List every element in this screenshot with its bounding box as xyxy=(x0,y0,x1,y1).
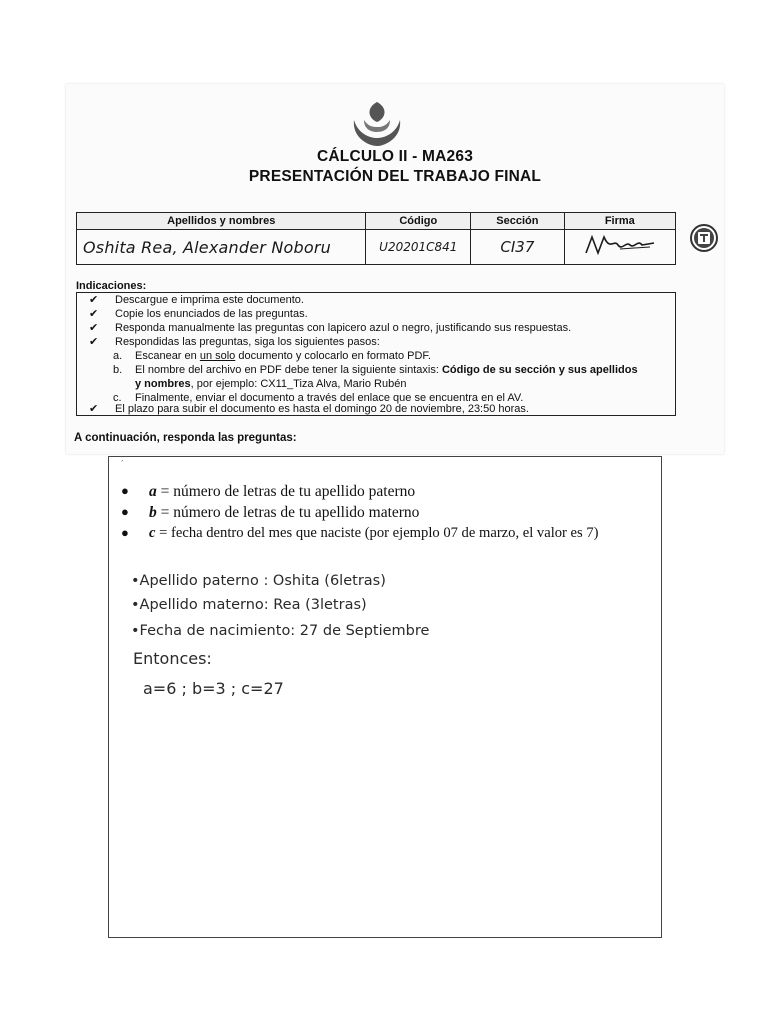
student-name: Oshita Rea, Alexander Noboru xyxy=(77,230,366,265)
student-info-table xyxy=(76,212,676,265)
bullet-icon: ● xyxy=(121,525,129,540)
document-title: PRESENTACIÓN DEL TRABAJO FINAL xyxy=(248,168,542,185)
student-code: U20201C841 xyxy=(366,230,471,265)
course-title: CÁLCULO II - MA263 xyxy=(316,148,474,165)
university-logo-icon xyxy=(344,98,410,148)
header-code: Código xyxy=(366,213,471,230)
bullet-icon: ● xyxy=(121,504,129,519)
document-header-sheet xyxy=(66,84,724,454)
continue-instruction: A continuación, responda las preguntas: xyxy=(74,432,297,444)
student-section: CI37 xyxy=(471,230,565,265)
handwritten-signature-icon xyxy=(580,231,660,259)
answer-line-paterno: •Apellido paterno : Oshita (6letras) xyxy=(131,573,386,589)
header-signature: Firma xyxy=(564,213,675,230)
indicaciones-title: Indicaciones: xyxy=(76,280,147,292)
t-stamp-icon xyxy=(690,224,718,252)
bullet-icon: ● xyxy=(121,483,129,498)
answer-line-materno: •Apellido materno: Rea (3letras) xyxy=(131,597,367,613)
check-icon: ✔ xyxy=(89,322,99,334)
check-icon: ✔ xyxy=(89,403,99,415)
answer-line-fecha: •Fecha de nacimiento: 27 de Septiembre xyxy=(131,623,430,639)
check-icon: ✔ xyxy=(89,308,99,320)
header-name: Apellidos y nombres xyxy=(77,213,366,230)
answer-line-result: a=6 ; b=3 ; c=27 xyxy=(143,679,284,698)
header-section: Sección xyxy=(471,213,565,230)
scan-mark: ´ xyxy=(121,459,124,469)
check-icon: ✔ xyxy=(89,294,99,306)
indicaciones-box: ✔ Descargue e imprima este documento. ✔ Copie los enunciados de las preguntas. ✔ Responda manualmente las preguntas con lapicero azul o negro, justificando sus respuestas. ✔ Respondidas las preguntas, siga los siguientes pasos: a. Escanear en un solo documento y colocarlo en formato PDF. b. El nombre del archivo en PDF debe tener la siguiente sintaxis: Código de su sección y sus apellidos y nombres, por ejemplo: CX11_Tiza Alva, Mario Rubén c. Finalmente, enviar el documento a través del enlace que se encuentra en el AV. ✔ El plazo para subir el documento es hasta el domingo 20 de noviembre, 23:50 horas. xyxy=(76,292,676,416)
signature-cell xyxy=(564,230,675,265)
check-icon: ✔ xyxy=(89,336,99,348)
answer-sheet: ´ ● a = número de letras de tu apellido paterno ● b = número de letras de tu apellido materno ● c = fecha dentro del mes que naciste (por ejemplo 07 de marzo, el valor es 7) •Apellido paterno : Oshita (6letras) •Apellido materno: Rea (3letras) •Fecha de nacimiento: 27 de Septiembre Entonces: a=6 ; b=3 ; c=27 xyxy=(108,456,662,938)
answer-line-entonces: Entonces: xyxy=(133,649,212,668)
